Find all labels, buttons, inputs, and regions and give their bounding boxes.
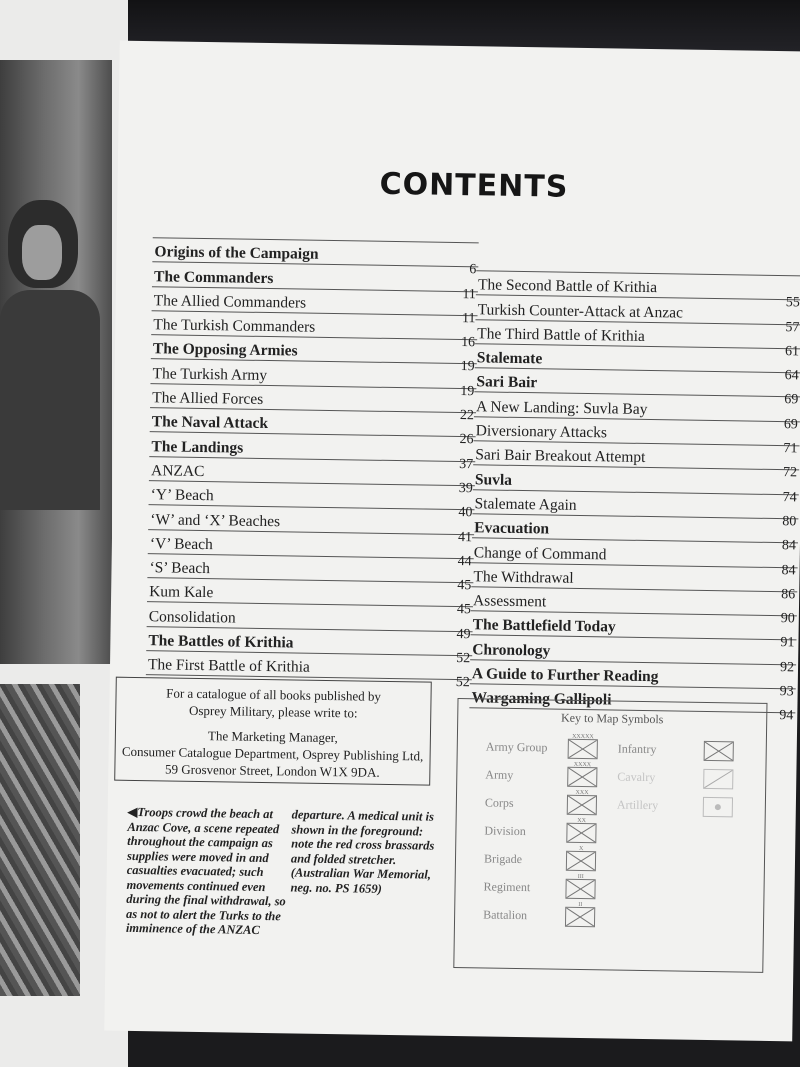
toc-entry-title: Sari Bair	[476, 373, 538, 392]
toc-entry-title: Kum Kale	[149, 583, 214, 602]
toc-entry-title: Sari Bair Breakout Attempt	[475, 446, 646, 467]
toc-entry-page: 86	[781, 586, 796, 603]
catalogue-line: Osprey Military, please write to:	[188, 702, 358, 721]
key-unit-label: Division	[484, 823, 526, 839]
key-unit-label: Army	[485, 767, 514, 782]
toc-entry-title: Suvla	[474, 470, 513, 489]
beach-photo	[0, 684, 80, 996]
unit-size-marker: XXXX	[573, 761, 592, 769]
toc-entry-page: 90	[780, 611, 795, 627]
toc-entry-title: A Guide to Further Reading	[471, 665, 659, 686]
arm-symbol-icon	[703, 769, 733, 789]
toc-entry-title: The Naval Attack	[151, 413, 269, 433]
left-arrow-icon: ◀	[127, 804, 138, 820]
toc-entry-title: The Landings	[151, 437, 244, 457]
toc-entry-title: ‘S’ Beach	[149, 559, 211, 578]
toc-entry-title: The Opposing Armies	[152, 340, 298, 360]
photo-caption-part1	[126, 805, 288, 938]
photo-caption-part2: departure. A medical unit is shown in the foreground: note the red cross brassards and folded stretcher. (Australian War Memorial, neg. no. PS 1659)	[290, 807, 435, 896]
catalogue-line: For a catalogue of all books published by	[166, 685, 382, 704]
toc-entry-page: 84	[781, 538, 797, 554]
toc-entry-page: 74	[782, 489, 797, 506]
toc-entry-page: 49	[456, 626, 471, 642]
toc-entry-page: 26	[459, 432, 474, 448]
toc-entry-title: The Second Battle of Krithia	[477, 276, 658, 297]
map-symbol-key	[453, 698, 767, 973]
soldier-body	[0, 290, 100, 510]
toc-entry-page: 72	[782, 465, 798, 481]
toc-entry-title: ‘V’ Beach	[149, 535, 214, 554]
toc-entry-page: 19	[460, 383, 475, 400]
key-arm-label: Infantry	[617, 741, 657, 757]
soldier-photo	[0, 60, 112, 664]
toc-entry-title: A New Landing: Suvla Bay	[475, 398, 648, 418]
toc-entry-page: 6	[469, 262, 477, 278]
toc-entry-title: The First Battle of Krithia	[147, 656, 310, 677]
unit-symbol-icon	[566, 817, 596, 843]
toc-entry-page: 52	[455, 675, 470, 691]
toc-entry-title: The Withdrawal	[473, 568, 574, 587]
toc-entry-page: 84	[781, 562, 796, 578]
unit-size-marker: XXXXX	[572, 733, 594, 741]
page-title: CONTENTS	[379, 166, 569, 205]
toc-entry-title: Wargaming Gallipoli	[471, 689, 612, 709]
unit-size-marker: X	[578, 845, 584, 853]
toc-entry-title: ‘W’ and ‘X’ Beaches	[150, 510, 281, 530]
toc-entry-page: 45	[457, 578, 472, 594]
toc-entry	[146, 651, 472, 691]
toc-entry-title: The Battles of Krithia	[148, 632, 294, 652]
arm-symbol-icon	[704, 741, 734, 761]
caption-text: Troops crowd the beach at Anzac Cove, a scene repeated throughout the campaign as supplies were moved in and casualties evacuated; such movements continued even during the final withdrawal, so as not to alert the Turks to the imminence of the ANZAC	[125, 805, 286, 937]
toc-entry-page: 11	[462, 286, 476, 302]
unit-symbol-icon	[565, 873, 595, 899]
toc-entry-page: 11	[461, 310, 476, 327]
toc-entry-page: 61	[784, 344, 800, 360]
toc-entry-page: 52	[456, 651, 471, 667]
toc-entry-page: 93	[779, 684, 794, 700]
toc-entry-title: The Third Battle of Krithia	[477, 325, 645, 345]
toc-entry-page: 69	[784, 392, 799, 408]
key-unit-label: Battalion	[483, 907, 528, 923]
toc-entry-page: 37	[459, 456, 474, 472]
key-unit-label: Brigade	[483, 851, 523, 867]
toc-entry-title: Turkish Counter-Attack at Anzac	[477, 300, 684, 322]
toc-entry-page: 94	[779, 708, 794, 724]
toc-entry-title: Origins of the Campaign	[154, 243, 319, 264]
unit-size-marker: III	[577, 873, 584, 881]
key-arm-label: Cavalry	[617, 769, 656, 785]
catalogue-notice	[114, 677, 432, 786]
catalogue-line: The Marketing Manager,	[207, 728, 338, 746]
toc-entry-page: 91	[780, 635, 795, 651]
toc-entry-title: The Allied Commanders	[153, 292, 307, 312]
toc-entry-page: 71	[783, 441, 798, 457]
catalogue-line: Consumer Catalogue Department, Osprey Publishing Ltd,	[121, 743, 424, 764]
unit-size-marker: XXX	[575, 789, 589, 797]
toc-entry-title: Chronology	[472, 641, 551, 660]
unit-symbol-icon	[567, 789, 597, 815]
toc-entry-title: The Commanders	[153, 267, 274, 287]
toc-entry-title: Stalemate Again	[474, 495, 577, 514]
toc-entry-title: The Turkish Army	[152, 364, 268, 384]
toc-entry-title: The Turkish Commanders	[153, 316, 316, 336]
toc-left-column	[146, 237, 479, 691]
toc-entry-title: The Battlefield Today	[472, 616, 616, 636]
toc-entry-page: 39	[458, 481, 473, 497]
key-title: Key to Map Symbols	[560, 710, 664, 727]
toc-entry-title: ‘Y’ Beach	[150, 486, 214, 505]
unit-symbol-icon	[565, 901, 595, 927]
toc-entry-title: Change of Command	[473, 543, 607, 563]
toc-entry-title: Assessment	[472, 592, 547, 611]
toc-entry-page: 57	[785, 319, 800, 335]
unit-symbol-icon	[567, 761, 597, 787]
toc-entry-title: Consolidation	[148, 607, 236, 627]
key-unit-label: Army Group	[485, 739, 548, 755]
key-unit-label: Corps	[484, 795, 514, 810]
toc-entry-title: Stalemate	[476, 349, 543, 368]
toc-entry-page: 16	[460, 335, 476, 351]
toc-entry-page: 22	[459, 408, 475, 424]
toc-entry-page: 19	[460, 359, 475, 375]
toc-entry-page: 55	[785, 295, 800, 311]
toc-entry-page: 92	[779, 659, 795, 676]
toc-entry-page: 45	[456, 602, 472, 618]
toc-entry-title: Diversionary Attacks	[475, 422, 608, 442]
key-arm-label: Artillery	[616, 797, 659, 813]
unit-size-marker: II	[578, 901, 583, 909]
toc-entry-page: 41	[457, 529, 473, 545]
toc-entry-page: 44	[457, 553, 472, 570]
toc-entry-page: 40	[458, 505, 473, 521]
toc-entry-title: ANZAC	[150, 462, 205, 481]
toc-entry-page: 69	[783, 416, 798, 433]
unit-symbol-icon	[566, 845, 596, 871]
arm-symbol-icon	[703, 797, 733, 817]
toc-entry-title: Evacuation	[474, 519, 550, 538]
toc-entry-page: 80	[782, 514, 797, 530]
soldier-face	[22, 225, 62, 280]
catalogue-line: 59 Grosvenor Street, London W1X 9DA.	[164, 761, 380, 780]
contents-page	[104, 41, 800, 1042]
toc-entry-title: The Allied Forces	[152, 389, 264, 409]
unit-symbol-icon	[568, 733, 598, 759]
key-unit-label: Regiment	[483, 879, 531, 895]
unit-size-marker: XX	[577, 817, 586, 825]
toc-entry-page: 64	[784, 368, 799, 384]
